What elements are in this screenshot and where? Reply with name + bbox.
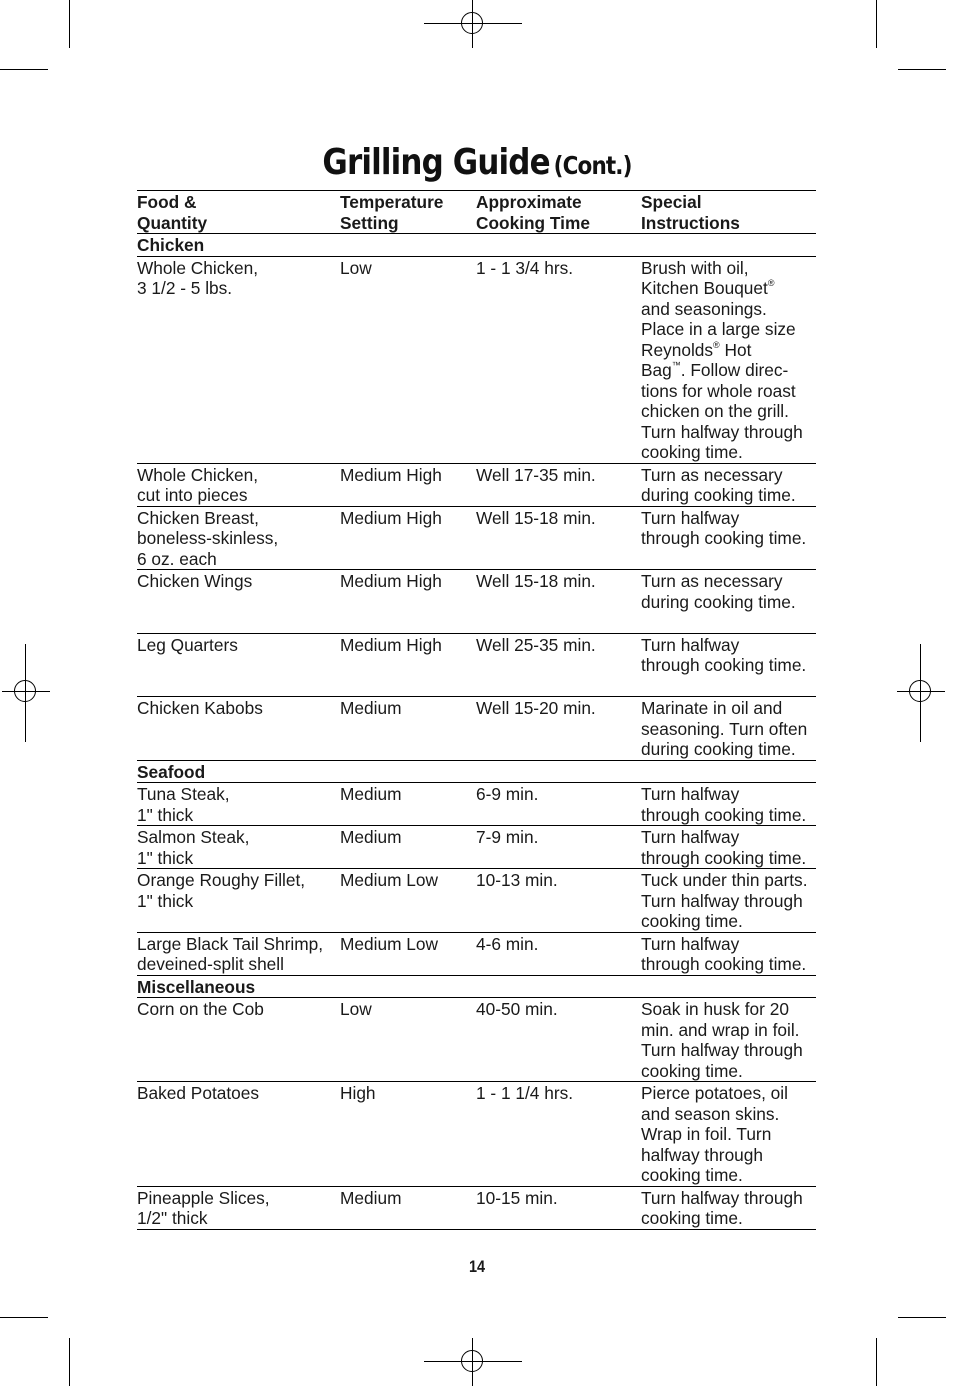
- table-header-row: [137, 191, 816, 234]
- table-row: [137, 507, 816, 571]
- special-instructions: Pierce potatoes, oil and season skins. Wrap in foil. Turn halfway through cooking time.: [641, 1083, 788, 1185]
- crop-mark: [0, 69, 48, 70]
- temperature-setting: Low: [340, 257, 372, 278]
- cooking-time: 1 - 1 3/4 hrs.: [476, 257, 574, 278]
- special-instructions: Turn halfway through cooking time.: [641, 1187, 803, 1228]
- section-heading: Chicken: [137, 235, 205, 255]
- table-row: [137, 257, 816, 464]
- food-quantity: Whole Chicken, 3 1/2 - 5 lbs.: [137, 257, 259, 298]
- cooking-time: 6-9 min.: [476, 784, 539, 804]
- registration-target-icon: [449, 0, 497, 48]
- cooking-time: Well 15-20 min.: [476, 698, 596, 718]
- table-row: [137, 869, 816, 933]
- cooking-time: 10-13 min.: [476, 870, 558, 890]
- title-cont: (Cont.): [553, 151, 632, 180]
- temperature-setting: Medium High: [340, 464, 442, 485]
- section-row: [137, 761, 816, 784]
- cooking-time: 7-9 min.: [476, 827, 539, 847]
- special-instructions: Tuck under thin parts. Turn halfway through cooking time.: [641, 870, 808, 931]
- crop-mark: [898, 69, 946, 70]
- cooking-time: 10-15 min.: [476, 1187, 558, 1208]
- special-instructions: Turn halfway through cooking time.: [641, 827, 807, 868]
- food-quantity: Chicken Breast, boneless-skinless, 6 oz. each: [137, 507, 279, 569]
- special-instructions: Turn halfway through cooking time.: [641, 784, 807, 825]
- food-quantity: Tuna Steak, 1" thick: [137, 784, 230, 825]
- food-quantity: Baked Potatoes: [137, 1083, 260, 1103]
- cooking-time: Well 25-35 min.: [476, 634, 596, 655]
- cooking-time: 1 - 1 1/4 hrs.: [476, 1083, 574, 1103]
- column-header: Food & Quantity: [137, 192, 208, 233]
- temperature-setting: Medium: [340, 784, 402, 804]
- crop-mark: [69, 1338, 70, 1386]
- table-row: [137, 783, 816, 826]
- table-row: [137, 570, 816, 634]
- table-row: [137, 1187, 816, 1230]
- food-quantity: Salmon Steak, 1" thick: [137, 827, 250, 868]
- table-row: [137, 826, 816, 869]
- grilling-table: [137, 190, 816, 1230]
- table-row: [137, 998, 816, 1082]
- temperature-setting: Low: [340, 999, 372, 1019]
- special-instructions: Soak in husk for 20 min. and wrap in foil. Turn halfway through cooking time.: [641, 999, 803, 1081]
- temperature-setting: Medium High: [340, 571, 442, 591]
- temperature-setting: High: [340, 1083, 376, 1103]
- table-row: [137, 464, 816, 507]
- special-instructions: Turn halfway through cooking time.: [641, 507, 807, 548]
- cooking-time: 4-6 min.: [476, 933, 539, 954]
- column-header: Temperature Setting: [340, 192, 444, 233]
- cooking-time: Well 17-35 min.: [476, 464, 596, 485]
- table-row: [137, 1082, 816, 1187]
- special-instructions: Brush with oil, Kitchen Bouquet® and seasonings. Place in a large size Reynolds® Hot Bag™. Follow direc- tions for whole roast chicken on the grill. Turn halfway through cooking time.: [641, 257, 803, 462]
- temperature-setting: Medium: [340, 698, 402, 718]
- special-instructions: Turn as necessary during cooking time.: [641, 464, 796, 505]
- table-row: [137, 933, 816, 976]
- food-quantity: Leg Quarters: [137, 634, 238, 655]
- registration-target-icon: [449, 1338, 497, 1386]
- page-number: 14: [468, 1257, 486, 1276]
- cooking-time: 40-50 min.: [476, 999, 558, 1019]
- food-quantity: Chicken Wings: [137, 571, 253, 591]
- registration-target-icon: [2, 668, 50, 716]
- special-instructions: Turn halfway through cooking time.: [641, 634, 807, 675]
- temperature-setting: Medium Low: [340, 933, 438, 954]
- page-title: [67, 142, 887, 183]
- temperature-setting: Medium: [340, 1187, 402, 1208]
- special-instructions: Turn halfway through cooking time.: [641, 933, 807, 974]
- food-quantity: Orange Roughy Fillet, 1" thick: [137, 870, 306, 911]
- temperature-setting: Medium: [340, 827, 402, 847]
- table-row: [137, 634, 816, 698]
- title-main: Grilling Guide: [322, 142, 550, 183]
- crop-mark: [69, 0, 70, 48]
- crop-mark: [876, 0, 877, 48]
- column-header: Special Instructions: [641, 192, 740, 233]
- food-quantity: Corn on the Cob: [137, 999, 264, 1019]
- special-instructions: Marinate in oil and seasoning. Turn often during cooking time.: [641, 698, 808, 759]
- section-heading: Seafood: [137, 761, 206, 782]
- table-row: [137, 697, 816, 761]
- registration-target-icon: [897, 668, 945, 716]
- crop-mark: [876, 1338, 877, 1386]
- food-quantity: Pineapple Slices, 1/2" thick: [137, 1187, 270, 1228]
- crop-mark: [0, 1317, 48, 1318]
- food-quantity: Large Black Tail Shrimp, deveined-split shell: [137, 933, 324, 974]
- section-row: [137, 234, 816, 257]
- column-header: Approximate Cooking Time: [476, 192, 590, 233]
- temperature-setting: Medium High: [340, 634, 442, 655]
- temperature-setting: Medium Low: [340, 870, 438, 890]
- food-quantity: Whole Chicken, cut into pieces: [137, 464, 259, 505]
- food-quantity: Chicken Kabobs: [137, 698, 263, 718]
- cooking-time: Well 15-18 min.: [476, 571, 596, 591]
- section-row: [137, 976, 816, 999]
- special-instructions: Turn as necessary during cooking time.: [641, 571, 796, 612]
- section-heading: Miscellaneous: [137, 976, 256, 997]
- cooking-time: Well 15-18 min.: [476, 507, 596, 528]
- crop-mark: [898, 1317, 946, 1318]
- temperature-setting: Medium High: [340, 507, 442, 528]
